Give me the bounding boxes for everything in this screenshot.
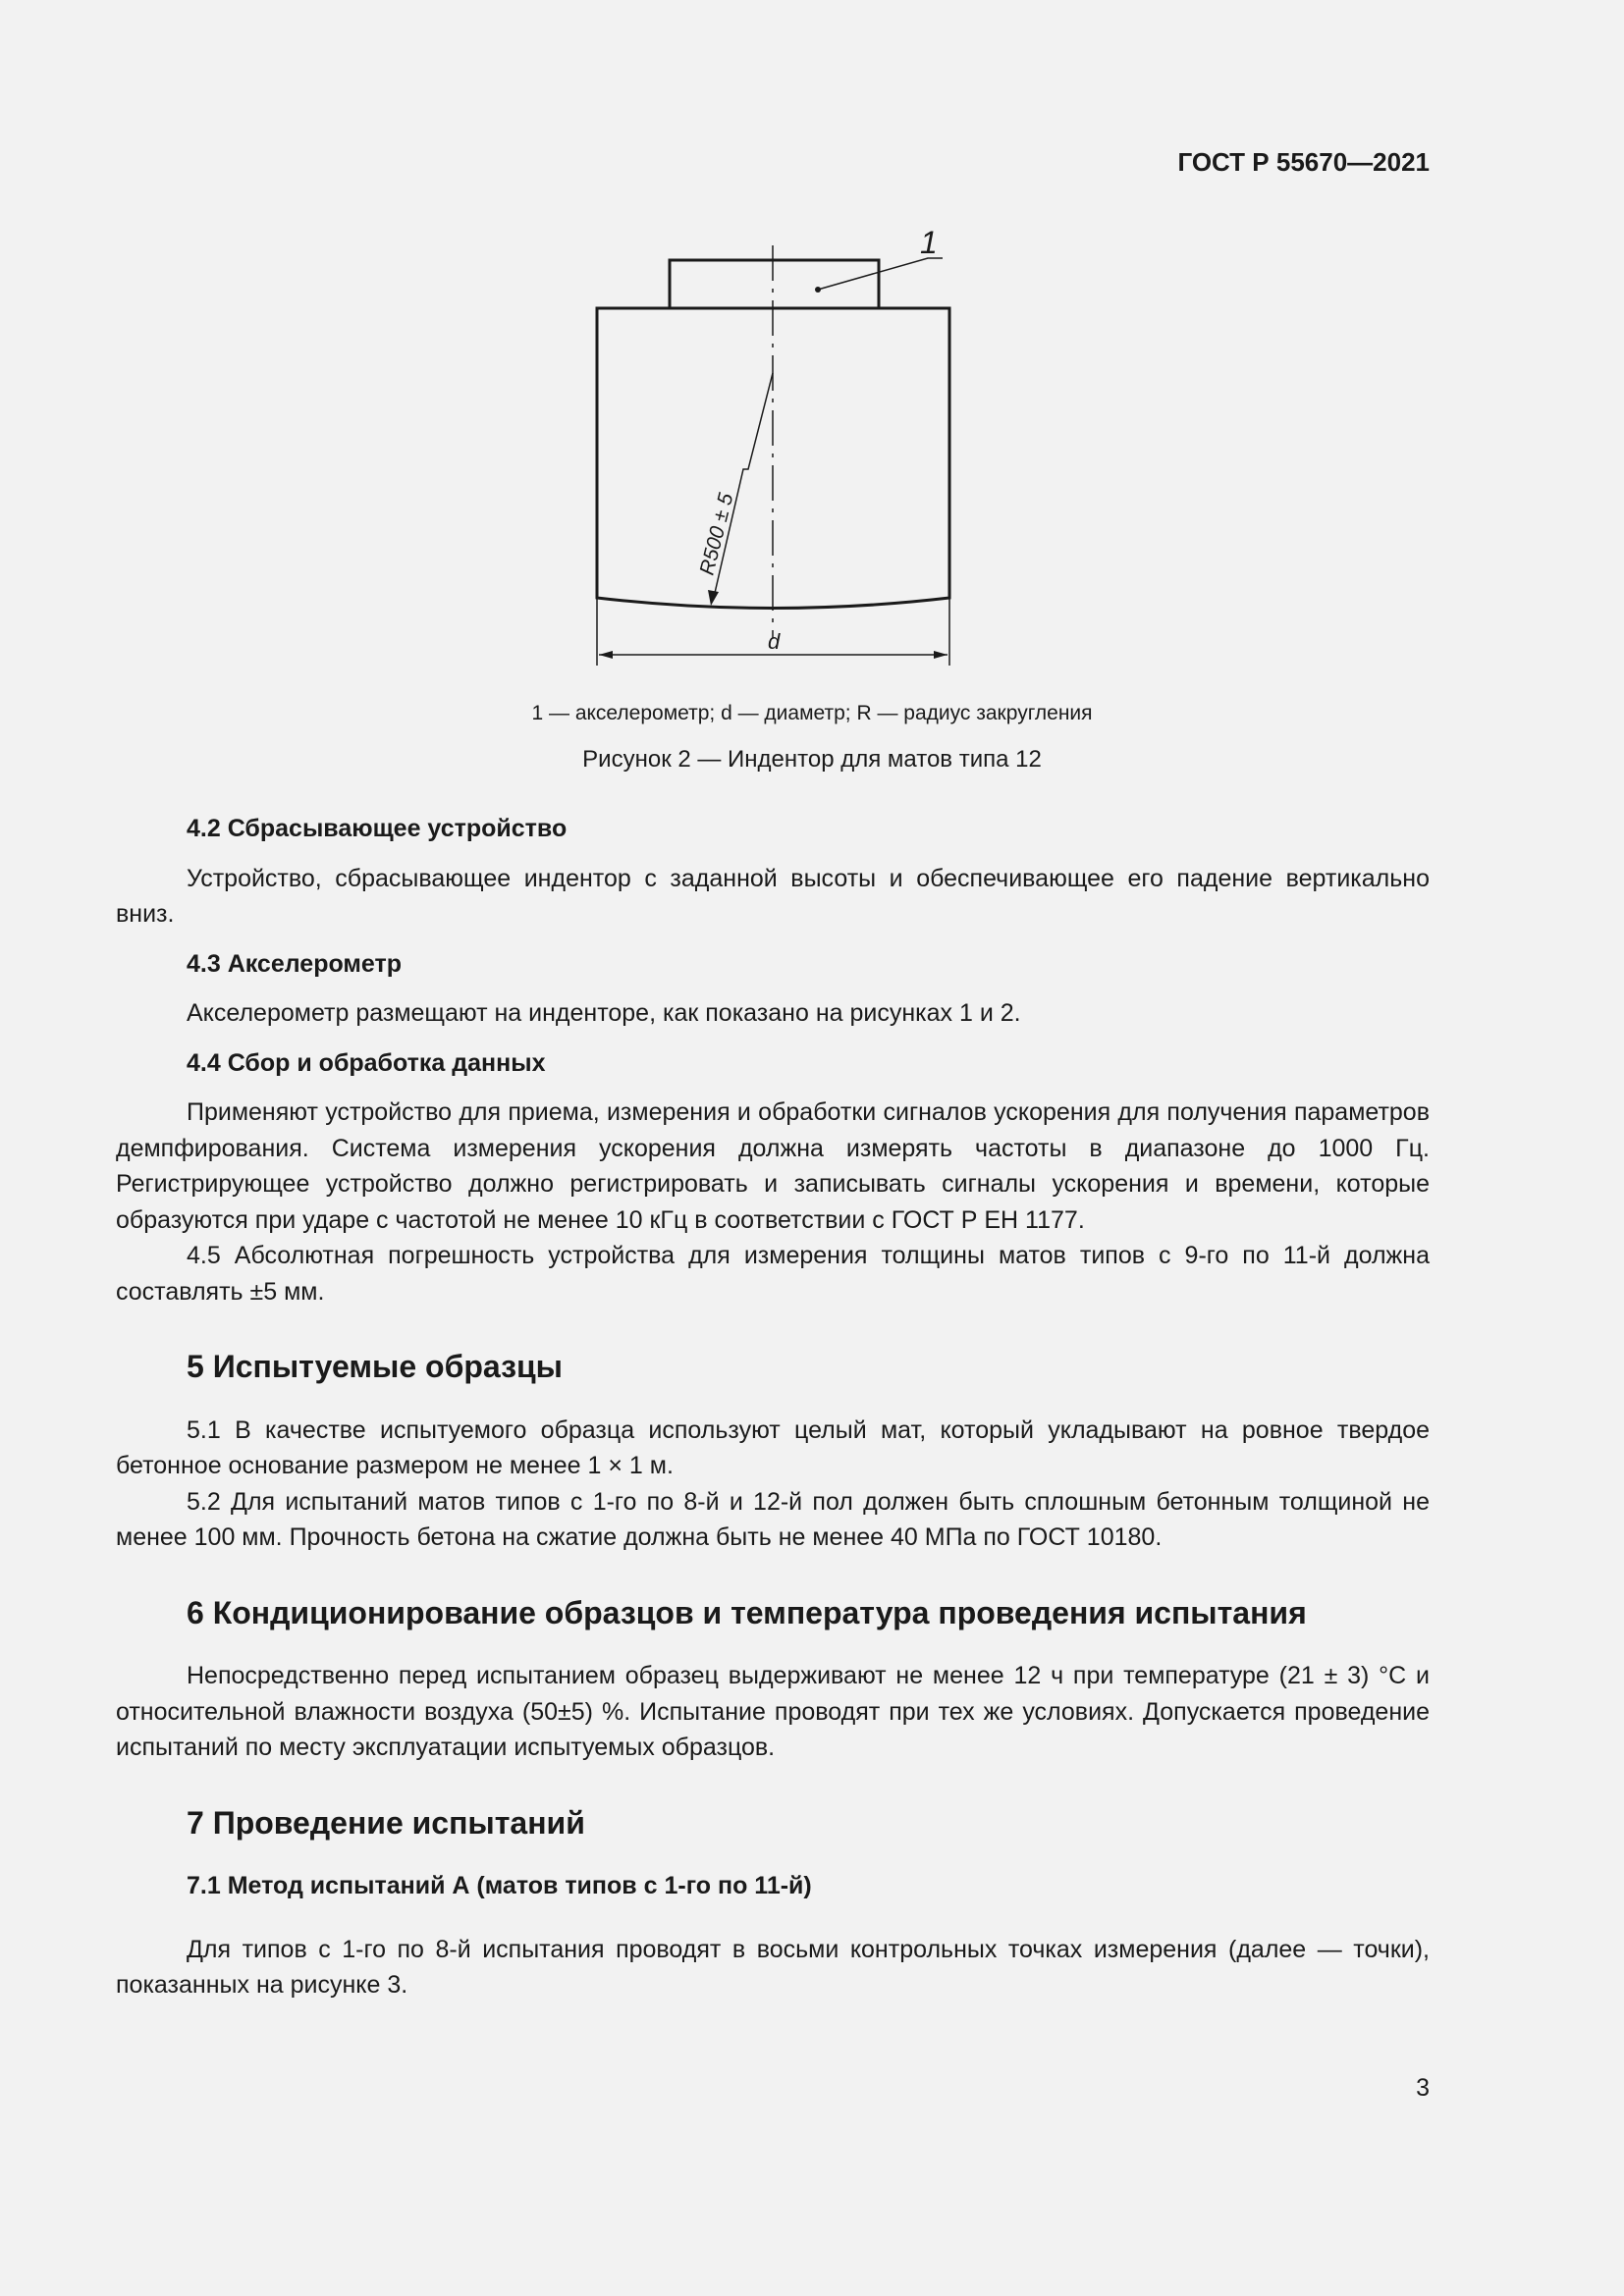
- heading-7-1: 7.1 Метод испытаний А (матов типов с 1-го по 11-й): [187, 1872, 812, 1899]
- callout-label: 1: [920, 225, 938, 260]
- radius-arrowhead: [708, 590, 719, 606]
- figure-caption: Рисунок 2 — Индентор для матов типа 12: [582, 746, 1042, 773]
- dimension-arrow-left: [599, 651, 613, 659]
- heading-7: 7 Проведение испытаний: [187, 1804, 585, 1841]
- figure-legend: 1 — акселерометр; d — диаметр; R — радиус закругления: [531, 702, 1093, 724]
- indenter-drawing: [569, 216, 1021, 667]
- paragraph-7-1: Для типов с 1-го по 8-й испытания проводят в восьми контрольных точках измерения (далее — точки), показанных на рисунке 3.: [116, 1935, 1430, 1999]
- dimension-label: d: [768, 629, 781, 654]
- paragraph-5-2: 5.2 Для испытаний матов типов с 1-го по 8-й и 12-й пол должен быть сплошным бетонным толщиной не менее 100 мм. Прочность бетона на сжатие должна быть не менее 40 МПа по ГОСТ 10180.: [116, 1487, 1430, 1551]
- paragraph-4-3: Акселерометр размещают на инденторе, как показано на рисунках 1 и 2.: [187, 999, 1021, 1027]
- indenter-body: [597, 308, 949, 609]
- heading-4-3: 4.3 Акселерометр: [187, 949, 402, 978]
- heading-4-2: 4.2 Сбрасывающее устройство: [187, 815, 568, 842]
- accelerometer-block: [670, 260, 879, 308]
- heading-4-4: 4.4 Сбор и обработка данных: [187, 1048, 546, 1077]
- paragraph-4-5: 4.5 Абсолютная погрешность устройства для измерения толщины матов типов с 9-го по 11-й должна составлять ±5 мм.: [116, 1242, 1430, 1306]
- paragraph-4-2: Устройство, сбрасывающее индентор с заданной высоты и обеспечивающее его падение вертикально вниз.: [116, 864, 1430, 928]
- heading-6: 6 Кондиционирование образцов и температура проведения испытания: [187, 1594, 1307, 1630]
- heading-5: 5 Испытуемые образцы: [187, 1349, 563, 1384]
- document-body: [116, 811, 1430, 2003]
- paragraph-5-1: 5.1 В качестве испытуемого образца используют целый мат, который укладывают на ровное твердое бетонное основание размером не менее 1 × 1 м.: [116, 1415, 1430, 1479]
- callout-point: [815, 287, 821, 293]
- paragraph-6: Непосредственно перед испытанием образец выдерживают не менее 12 ч при температуре (21 ± 3) °С и относительной влажности воздуха (50±5) %. Испытание проводят при тех же условиях. Допускается проведение испытаний по месту эксплуатации испытуемых образцов.: [116, 1662, 1430, 1761]
- paragraph-4-4: Применяют устройство для приема, измерения и обработки сигналов ускорения для получения параметров демпфирования. Система измерения ускорения должна измерять частоты в диапазоне до 1000 Гц. Регистрирующее устройство должно регистрировать и записывать сигналы ускорения и времени, которые образуются при ударе с частотой не менее 10 кГц в соответствии с ГОСТ Р ЕН 1177.: [116, 1098, 1430, 1234]
- radius-leader: [715, 373, 773, 593]
- document-code: ГОСТ Р 55670—2021: [1177, 147, 1430, 177]
- radius-label: R500 ± 5: [695, 491, 738, 578]
- page-number: 3: [1416, 2074, 1430, 2102]
- dimension-arrow-right: [934, 651, 947, 659]
